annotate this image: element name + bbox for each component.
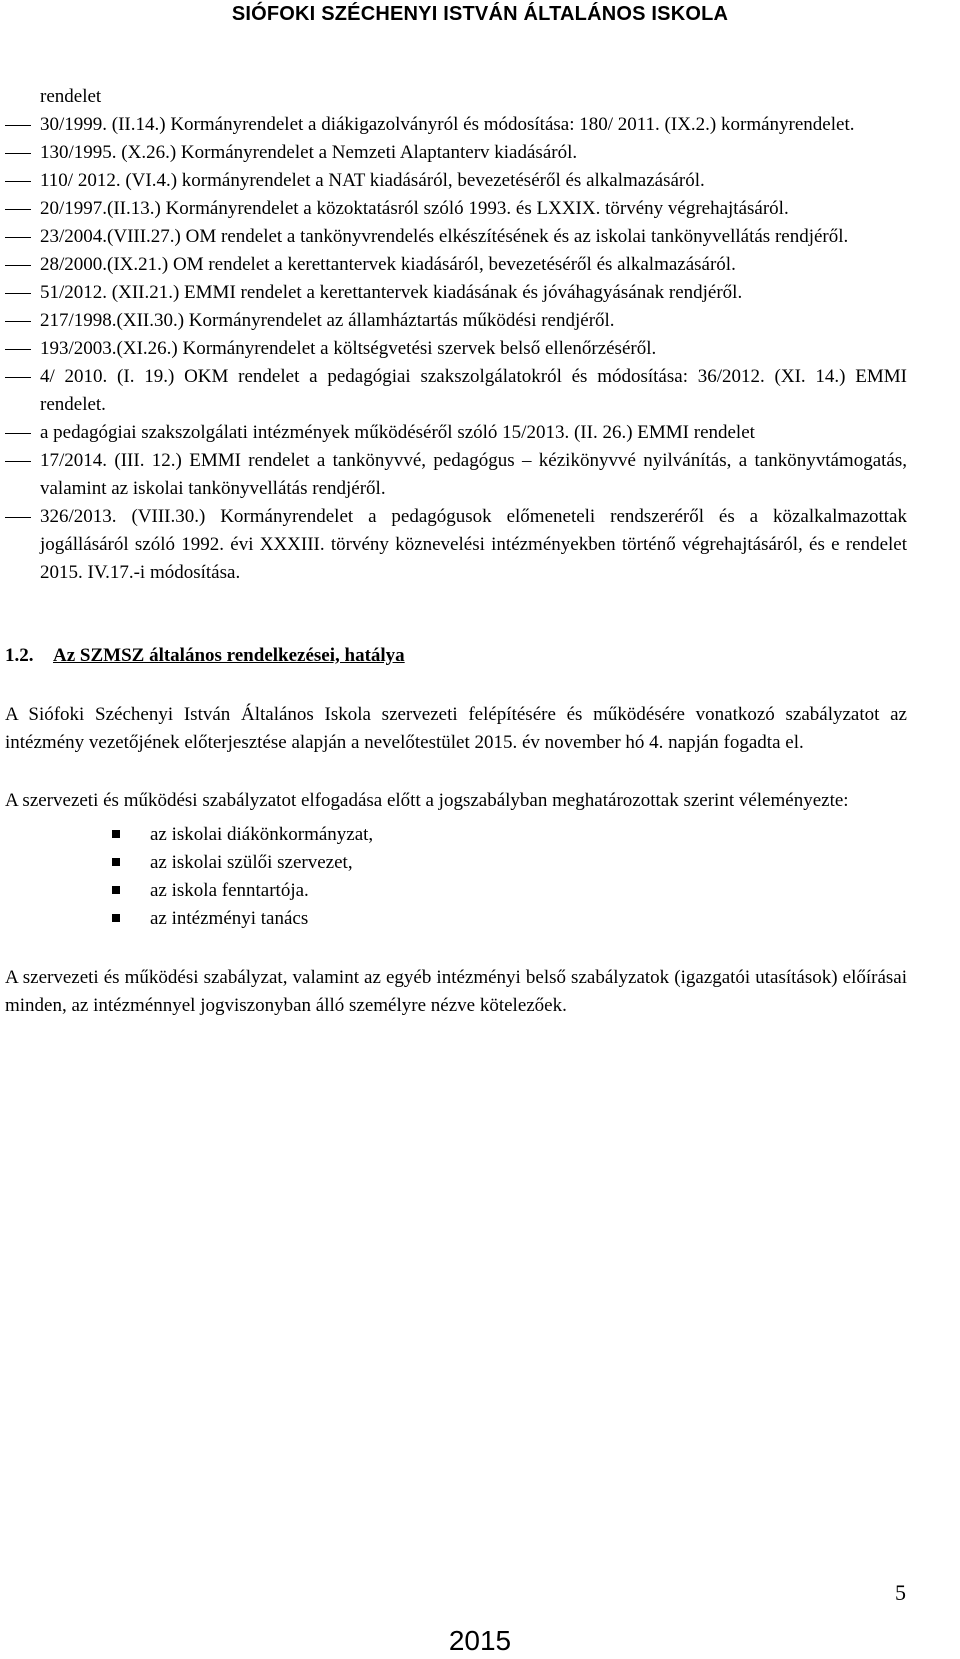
dash-bullet-icon xyxy=(5,293,31,294)
reviewer-item: az iskolai diákönkormányzat, xyxy=(5,821,907,849)
square-bullet-icon xyxy=(112,858,120,866)
reviewer-list xyxy=(5,821,907,933)
legislation-item: 17/2014. (III. 12.) EMMI rendelet a tankönyvvé, pedagógus – kézikönyvvé nyilvánítás, a tankönyvtámogatás, valamint az iskolai tankönyvellátás rendjéről. xyxy=(5,447,907,503)
reviewer-item: az iskola fenntartója. xyxy=(5,877,907,905)
dash-bullet-icon xyxy=(5,461,31,462)
paragraph-review: A szervezeti és működési szabályzatot elfogadása előtt a jogszabályban meghatározottak szerint véleményezte: xyxy=(5,790,849,811)
dash-bullet-icon xyxy=(5,265,31,266)
square-bullet-icon xyxy=(112,886,120,894)
section-heading xyxy=(5,642,907,670)
legislation-list xyxy=(5,111,907,587)
legislation-item: a pedagógiai szakszolgálati intézmények működéséről szóló 15/2013. (II. 26.) EMMI rendelet xyxy=(5,419,907,447)
legislation-item: 130/1995. (X.26.) Kormányrendelet a Nemzeti Alaptanterv kiadásáról. xyxy=(5,139,907,167)
dash-bullet-icon xyxy=(5,153,31,154)
section-title: Az SZMSZ általános rendelkezései, hatálya xyxy=(53,645,405,666)
legislation-item: 23/2004.(VIII.27.) OM rendelet a tankönyvrendelés elkészítésének és az iskolai tankönyvellátás rendjéről. xyxy=(5,223,907,251)
legislation-item: 193/2003.(XI.26.) Kormányrendelet a költségvetési szervek belső ellenőrzéséről. xyxy=(5,335,907,363)
intro-text: rendelet xyxy=(40,86,102,107)
legislation-item: 20/1997.(II.13.) Kormányrendelet a közoktatásról szóló 1993. és LXXIX. törvény végrehajtásáról. xyxy=(5,195,907,223)
square-bullet-icon xyxy=(112,914,120,922)
dash-bullet-icon xyxy=(5,125,31,126)
square-bullet-icon xyxy=(112,830,120,838)
dash-bullet-icon xyxy=(5,209,31,210)
legislation-item: 4/ 2010. (I. 19.) OKM rendelet a pedagógiai szakszolgálatokról és módosítása: 36/2012. (XI. 14.) EMMI rendelet. xyxy=(5,363,907,419)
dash-bullet-icon xyxy=(5,349,31,350)
page-number: 5 xyxy=(895,1580,906,1605)
dash-bullet-icon xyxy=(5,321,31,322)
dash-bullet-icon xyxy=(5,181,31,182)
footer-year: 2015 xyxy=(448,1625,512,1656)
legislation-item: 30/1999. (II.14.) Kormányrendelet a diákigazolványról és módosítása: 180/ 2011. (IX.2.) kormányrendelet. xyxy=(5,111,907,139)
paragraph-scope: A szervezeti és működési szabályzat, valamint az egyéb intézményi belső szabályzatok (igazgatói utasítások) előírásai minden, az intézménnyel jogviszonyban álló személyre nézve kötelezőek. xyxy=(5,967,907,1016)
legislation-item: 217/1998.(XII.30.) Kormányrendelet az államháztartás működési rendjéről. xyxy=(5,307,907,335)
dash-bullet-icon xyxy=(5,517,31,518)
document-body xyxy=(5,83,907,1020)
reviewer-item: az iskolai szülői szervezet, xyxy=(5,849,907,877)
dash-bullet-icon xyxy=(5,377,31,378)
legislation-item: 51/2012. (XII.21.) EMMI rendelet a kerettantervek kiadásának és jóváhagyásának rendjéről. xyxy=(5,279,907,307)
reviewer-item: az intézményi tanács xyxy=(5,905,907,933)
legislation-item: 110/ 2012. (VI.4.) kormányrendelet a NAT kiadásáról, bevezetéséről és alkalmazásáról. xyxy=(5,167,907,195)
section-number: 1.2. xyxy=(5,645,34,666)
legislation-item: 326/2013. (VIII.30.) Kormányrendelet a pedagógusok előmeneteli rendszeréről és a közalkalmazottak jogállásáról szóló 1992. évi XXXIII. törvény köznevelési intézményekben történő végrehajtásáról, és e rendelet 2015. IV.17.-i módosítása. xyxy=(5,503,907,587)
paragraph-adoption: A Siófoki Széchenyi István Általános Iskola szervezeti felépítésére és működésére vonatkozó szabályzatot az intézmény vezetőjének előterjesztése alapján a nevelőtestület 2015. év november hó 4. napján fogadta el. xyxy=(5,704,907,753)
dash-bullet-icon xyxy=(5,433,31,434)
dash-bullet-icon xyxy=(5,237,31,238)
legislation-item: 28/2000.(IX.21.) OM rendelet a kerettantervek kiadásáról, bevezetéséről és alkalmazásáról. xyxy=(5,251,907,279)
page-header: SIÓFOKI SZÉCHENYI ISTVÁN ÁLTALÁNOS ISKOLA xyxy=(231,3,729,25)
